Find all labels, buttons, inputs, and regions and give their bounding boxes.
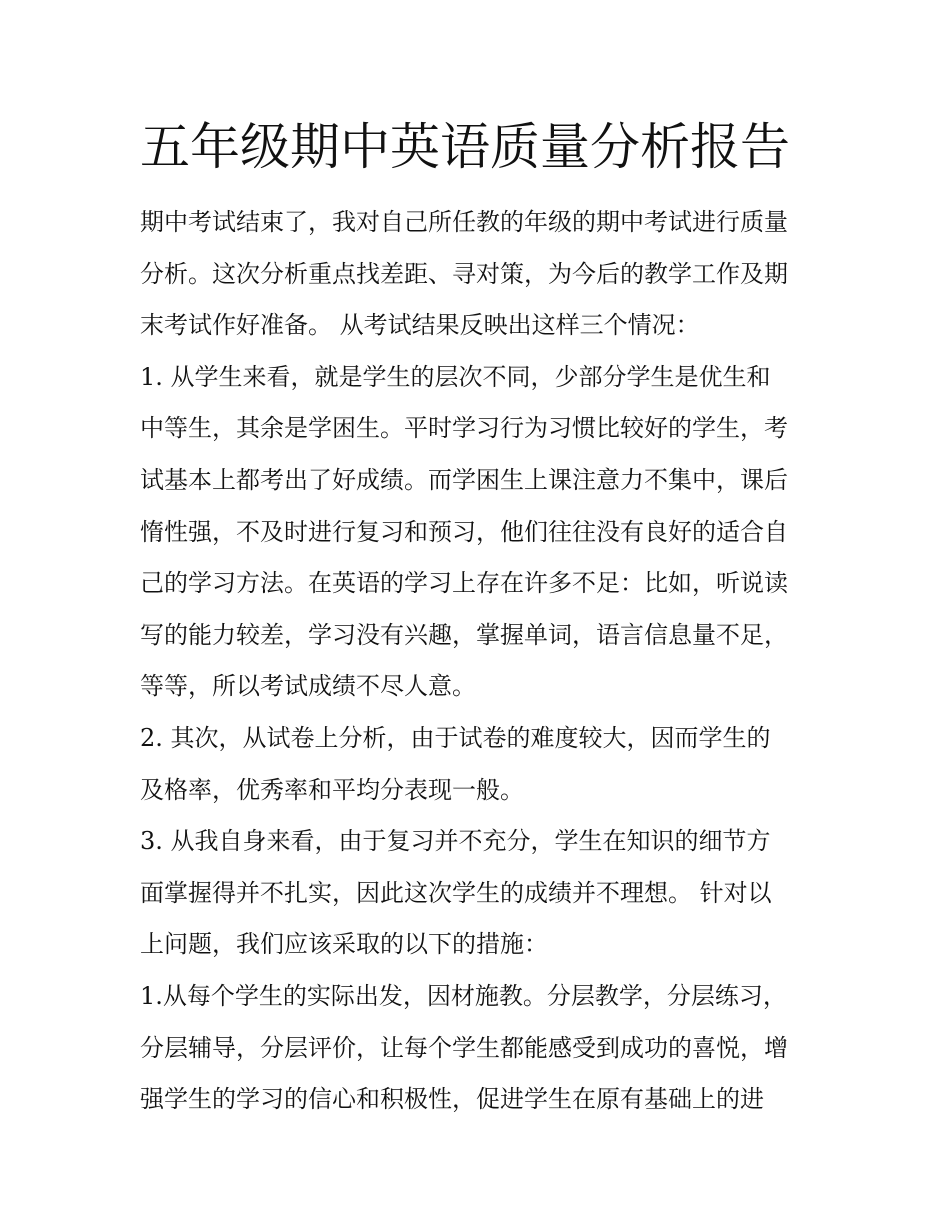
text-line: 强学生的学习的信心和积极性，促进学生在原有基础上的进	[140, 1085, 764, 1114]
text-line: 写的能力较差，学习没有兴趣，掌握单词，语言信息量不足，	[140, 620, 788, 649]
text-line: 1. 从学生来看，就是学生的层次不同，少部分学生是优生和	[140, 362, 771, 391]
text-line: 中等生，其余是学困生。平时学习行为习惯比较好的学生，考	[140, 414, 788, 443]
text-line: 期中考试结束了，我对自己所任教的年级的期中考试进行质量	[140, 208, 788, 236]
text-line: 面掌握得并不扎实，因此这次学生的成绩并不理想。 针对以	[140, 878, 772, 907]
text-line: 1.从每个学生的实际出发，因材施教。分层教学，分层练习，	[140, 981, 787, 1010]
text-line: 末考试作好准备。 从考试结果反映出这样三个情况：	[140, 311, 700, 340]
text-line: 2. 其次，从试卷上分析，由于试卷的难度较大，因而学生的	[140, 723, 771, 752]
text-line: 试基本上都考出了好成绩。而学困生上课注意力不集中，课后	[140, 465, 788, 494]
document-title: 五年级期中英语质量分析报告	[140, 118, 790, 176]
text-line: 惰性强，不及时进行复习和预习，他们往往没有良好的适合自	[140, 517, 788, 546]
text-line: 及格率，优秀率和平均分表现一般。	[140, 775, 524, 804]
text-line: 分层辅导，分层评价，让每个学生都能感受到成功的喜悦，增	[140, 1033, 788, 1062]
text-line: 上问题，我们应该采取的以下的措施：	[140, 930, 548, 959]
text-line: 己的学习方法。在英语的学习上存在许多不足：比如，听说读	[140, 569, 788, 598]
document-body	[140, 197, 830, 1126]
text-line: 3. 从我自身来看，由于复习并不充分，学生在知识的细节方	[140, 827, 771, 856]
text-line: 等等，所以考试成绩不尽人意。	[140, 672, 476, 701]
text-line: 分析。这次分析重点找差距、寻对策，为今后的教学工作及期	[140, 259, 788, 288]
